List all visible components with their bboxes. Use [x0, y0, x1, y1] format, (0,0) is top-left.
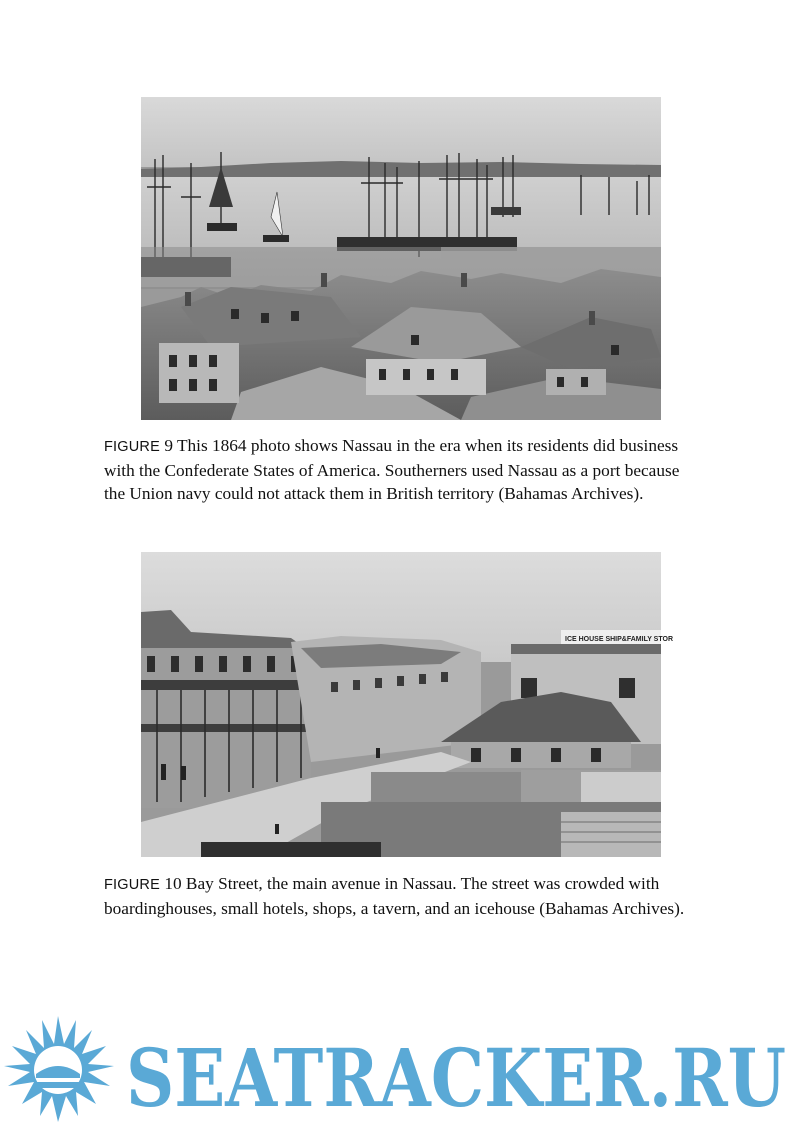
figure-10-photo	[141, 552, 674, 857]
figure-9-text: This 1864 photo shows Nassau in the era when its residents did business with the Confederate States of America. Southerners used Nassau as a port because the Union navy could not attack them in British territory (Bahamas Archives).	[104, 436, 680, 503]
figure-9-label: FIGURE	[104, 439, 160, 455]
figure-9-number: 9	[164, 436, 173, 455]
bay-street-image	[141, 552, 674, 857]
watermark-graphic	[0, 1012, 802, 1133]
figure-10-caption	[104, 872, 704, 920]
watermark-text: SEATRACKER.RU	[126, 1031, 786, 1125]
seatracker-watermark	[0, 1012, 802, 1133]
nassau-harbor-image	[141, 97, 661, 420]
figure-9-caption	[104, 434, 704, 505]
figure-10-text: Bay Street, the main avenue in Nassau. The street was crowded with boardinghouses, small hotels, shops, a tavern, and an icehouse (Bahamas Archives).	[104, 874, 685, 918]
figure-9-photo	[141, 97, 661, 420]
sun-burst-icon	[4, 1016, 114, 1122]
icehouse-sign: ICE HOUSE SHIP&FAMILY STOR	[565, 636, 674, 643]
figure-10-number: 10	[164, 874, 182, 893]
figure-10-label: FIGURE	[104, 877, 160, 893]
